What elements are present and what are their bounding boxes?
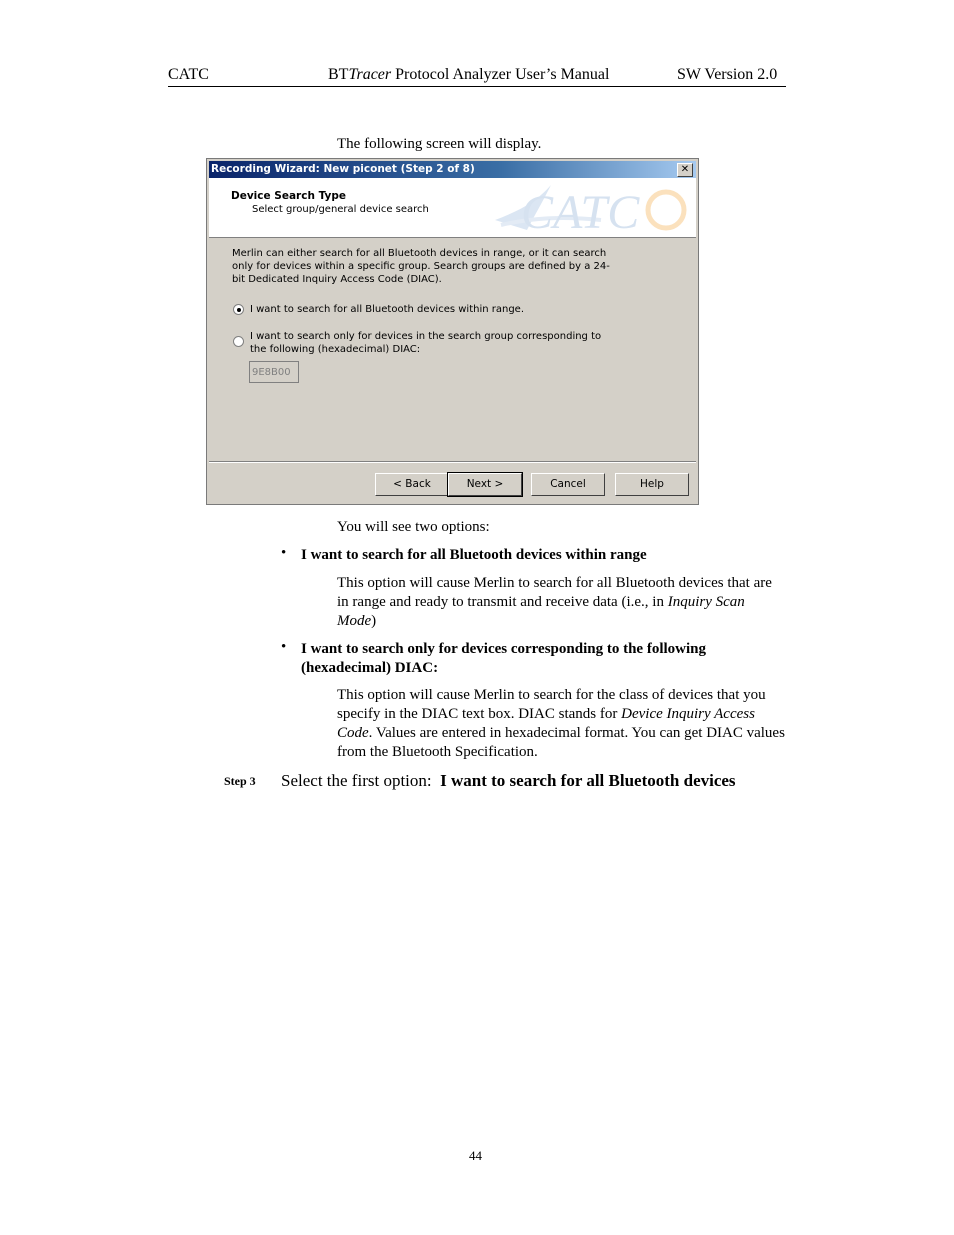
bullet-2-dot: • (281, 639, 287, 655)
header-center-suffix: Protocol Analyzer User’s Manual (391, 66, 610, 83)
header-rule (168, 86, 786, 87)
header-center-prefix: BT (328, 66, 349, 83)
header-right: SW Version 2.0 (677, 66, 778, 83)
bullet-1-heading: I want to search for all Bluetooth devices within range (301, 547, 647, 563)
header-center (328, 66, 609, 84)
bullet-2-text (337, 686, 785, 762)
option-diac-label[interactable]: I want to search only for devices in the search group corresponding to the following (hexadecimal) DIAC: (250, 331, 602, 355)
back-button[interactable]: < Back (375, 473, 449, 496)
step-3-label: Step 3 (224, 774, 256, 788)
bullet-1-text-italic: Inquiry Scan Mode (337, 594, 745, 629)
dialog-separator (209, 461, 696, 463)
logo-text: CATC (521, 186, 640, 238)
page-number: 44 (469, 1148, 482, 1163)
option-diac-radio[interactable] (233, 336, 244, 347)
bullet-1-text (337, 574, 785, 631)
help-button[interactable]: Help (615, 473, 689, 496)
next-button[interactable]: Next > (448, 473, 522, 496)
bullet-1-text-before: This option will cause Merlin to search for all Bluetooth devices that are in range and ready to transmit and receive data (i.e., in (337, 575, 772, 610)
banner-title: Device Search Type (231, 190, 346, 202)
catc-logo (491, 180, 696, 238)
header-center-italic: Tracer (348, 66, 392, 83)
dialog-titlebar (209, 161, 696, 178)
banner-subtitle: Select group/general device search (252, 204, 429, 215)
intro-text: The following screen will display. (337, 136, 542, 152)
bullet-2-text-after: . Values are entered in hexadecimal format. You can get DIAC values from the Bluetooth Specification. (337, 725, 785, 760)
step-3-text-plain: Select the first option: (281, 771, 441, 790)
wizard-dialog (206, 158, 699, 505)
dialog-banner (209, 178, 696, 238)
dialog-description: Merlin can either search for all Bluetooth devices in range, or it can search only for devices within a specific group. Search groups are defined by a 24-bit Dedicated Inquiry Access Code (DIAC). (232, 248, 610, 285)
step-3-text (281, 771, 736, 791)
bullet-2-text-before: This option will cause Merlin to search for the class of devices that you specify in the DIAC text box. DIAC stands for (337, 687, 766, 722)
close-icon[interactable]: ✕ (677, 163, 693, 177)
bullet-1-text-after: ) (371, 613, 377, 629)
dialog-title: Recording Wizard: New piconet (Step 2 of 8) (211, 163, 475, 175)
bullet-1-dot: • (281, 545, 287, 561)
cancel-button[interactable]: Cancel (531, 473, 605, 496)
bullet-2-text-italic: Device Inquiry Access Code (337, 706, 755, 741)
diac-input[interactable] (249, 361, 299, 383)
bullet-2-heading: I want to search only for devices corresponding to the following (hexadecimal) DIAC: (301, 641, 706, 676)
options-intro: You will see two options: (337, 519, 490, 535)
option-all-devices-radio[interactable] (233, 304, 244, 315)
step-3-text-bold: I want to search for all Bluetooth devices (440, 771, 736, 790)
header-left: CATC (168, 66, 209, 83)
option-all-devices-label[interactable]: I want to search for all Bluetooth devices within range. (250, 304, 525, 315)
